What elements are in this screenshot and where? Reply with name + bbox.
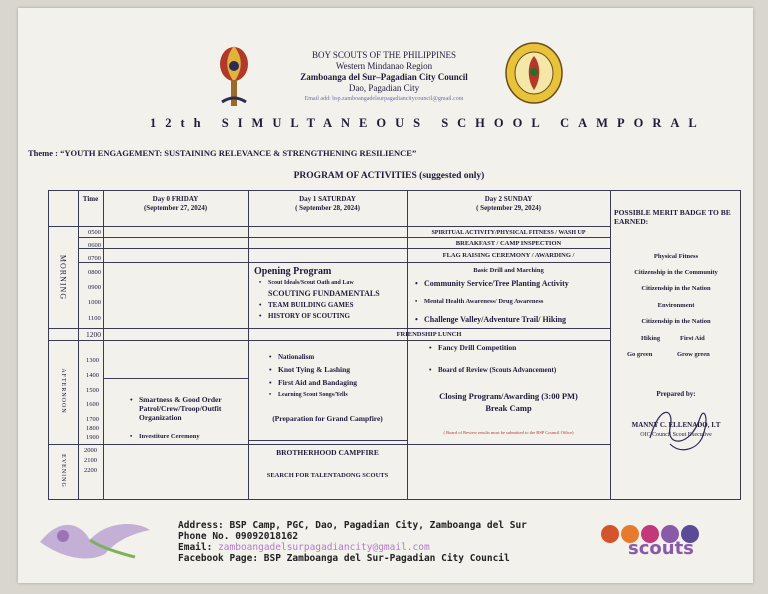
- day1-opening-item: • Scout Ideals/Scout Oath and Law: [268, 280, 408, 287]
- time-1200: 1200: [86, 330, 101, 339]
- day1-opening-item: • TEAM BUILDING GAMES: [268, 301, 408, 310]
- grid-line: [48, 444, 610, 445]
- day0-item: • Smartness & Good Order Patrol/Crew/Troop/Outfit Organization: [139, 395, 247, 422]
- footer-address: Address: BSP Camp, PGC, Dao, Pagadian City, Zamboanga del Sur: [178, 520, 527, 531]
- day1-pm-item: • Learning Scout Songs/Yells: [278, 391, 406, 400]
- event-title: 12th SIMULTANEOUS SCHOOL CAMPORAL: [150, 116, 706, 130]
- badge-item: Grow green: [677, 351, 710, 358]
- theme-line: Theme : “YOUTH ENGAGEMENT: SUSTAINING RELEVANCE & STRENGTHENING RESILIENCE”: [28, 148, 417, 158]
- time-1700: 1700: [86, 416, 99, 423]
- time-1800: 1800: [86, 425, 99, 432]
- dove-logo: [35, 512, 155, 567]
- region-name: Western Mindanao Region: [335, 61, 433, 71]
- time-0600: 0600: [88, 242, 101, 249]
- badge-item: Citizenship in the Community: [634, 269, 718, 276]
- badge-item: First Aid: [680, 335, 705, 342]
- col-header-day1: Day 1 SATURDAY: [299, 195, 356, 203]
- badge-item: Citizenship in the Nation: [641, 318, 711, 325]
- bsp-emblem-logo: [214, 42, 254, 110]
- prepared-by-label: Prepared by:: [656, 390, 696, 398]
- badge-item: Environment: [657, 302, 695, 309]
- day1-opening: Opening Program: [254, 266, 332, 277]
- day1-opening-item: SCOUTING FUNDAMENTALS: [268, 289, 380, 298]
- period-evening: EVENING: [60, 454, 66, 488]
- time-2200: 2200: [84, 467, 97, 474]
- grid-line: [48, 340, 610, 341]
- day2-breakfast: BREAKFAST / CAMP INSPECTION: [455, 240, 562, 247]
- time-1100: 1100: [88, 315, 101, 322]
- day2-spiritual: SPIRITUAL ACTIVITY/PHYSICAL FITNESS / WASH UP: [431, 230, 586, 236]
- day2-am-item: • Challenge Valley/Adventure Trail/ Hiking: [424, 315, 609, 324]
- footer-contacts: [178, 520, 527, 564]
- time-0700: 0700: [88, 255, 101, 262]
- badge-item: Go green: [627, 351, 653, 358]
- day2-note: ( Board of Review results must be submitted to the BSP Council Office): [443, 430, 574, 435]
- letterhead: [258, 50, 510, 105]
- day2-closing: Closing Program/Awarding (3:00 PM): [439, 391, 578, 401]
- scouts-wordmark: scouts: [628, 538, 694, 559]
- time-1900: 1900: [86, 434, 99, 441]
- council-seal-logo: [505, 42, 563, 104]
- day2-break-camp: Break Camp: [485, 403, 532, 413]
- day1-opening-item: • HISTORY OF SCOUTING: [268, 312, 408, 321]
- grid-line: [78, 262, 610, 263]
- day0-item: • Investiture Ceremony: [139, 432, 247, 441]
- period-afternoon: AFTERNOON: [60, 368, 66, 414]
- lunch-row: FRIENDSHIP LUNCH: [396, 331, 462, 338]
- day2-fancy-drill: • Fancy Drill Competition: [438, 343, 608, 352]
- day2-am-item: • Community Service/Tree Planting Activity: [424, 279, 609, 288]
- day2-drill: Basic Drill and Marching: [473, 267, 544, 274]
- badge-item: Physical Fitness: [653, 253, 699, 260]
- footer-phone: Phone No. 09092018162: [178, 531, 299, 542]
- col-header-day2-date: ( September 29, 2024): [476, 204, 541, 212]
- grid-line: [610, 190, 611, 500]
- signatory-name: MANNY C. ELLENADO, I.T: [631, 421, 721, 429]
- place-name: Dao, Pagadian City: [348, 83, 420, 93]
- badge-item: Citizenship in the Nation: [641, 285, 711, 292]
- period-morning: MORNING: [58, 254, 68, 301]
- day1-pm-item: • Nationalism: [278, 353, 406, 362]
- footer-facebook: Facebook Page: BSP Zamboanga del Sur-Pagadian City Council: [178, 553, 510, 564]
- day1-pm-item: • First Aid and Bandaging: [278, 378, 406, 387]
- grid-line: [248, 440, 407, 441]
- time-1500: 1500: [86, 387, 99, 394]
- time-0800: 0800: [88, 269, 101, 276]
- col-header-day0-date: (September 27, 2024): [143, 204, 208, 212]
- day2-flag: FLAG RAISING CEREMONY / AWARDING /: [442, 252, 575, 259]
- col-header-day0: Day 0 FRIDAY: [152, 195, 199, 203]
- day1-campfire-prep: (Preparation for Grand Campfire): [272, 414, 383, 423]
- footer-email-row: [178, 542, 527, 553]
- day1-pm-item: • Knot Tying & Lashing: [278, 365, 406, 374]
- grid-line: [48, 226, 610, 227]
- header-email: Email add: bsp.zamboangadelsurpagadiancitycouncil@gmail.com: [304, 96, 464, 102]
- grid-line: [48, 328, 610, 329]
- col-header-day2: Day 2 SUNDAY: [484, 195, 533, 203]
- council-name: Zamboanga del Sur–Pagadian City Council: [300, 72, 468, 82]
- badge-item: Hiking: [641, 335, 661, 342]
- footer-email-label: Email:: [178, 542, 213, 553]
- time-0900: 0900: [88, 284, 101, 291]
- time-1400: 1400: [86, 372, 99, 379]
- org-name: BOY SCOUTS OF THE PHILIPPINES: [311, 50, 457, 60]
- program-title: PROGRAM OF ACTIVITIES (suggested only): [293, 171, 485, 181]
- day1-talent-search: SEARCH FOR TALENTADONG SCOUTS: [266, 472, 389, 479]
- badges-header: POSSIBLE MERIT BADGE TO BE EARNED:: [614, 208, 731, 226]
- time-0500: 0500: [88, 229, 101, 236]
- col-header-day1-date: ( September 28, 2024): [295, 204, 360, 212]
- time-1600: 1600: [86, 401, 99, 408]
- day2-board-review: • Board of Review (Scouts Advancement): [438, 366, 608, 375]
- footer-email[interactable]: zamboangadelsurpagadiancity@gmail.com: [218, 542, 430, 553]
- grid-line: [103, 378, 248, 379]
- day2-am-item: • Mental Health Awareness/ Drug Awareness: [424, 297, 609, 306]
- grid-line: [78, 248, 610, 249]
- time-2000: 2000: [84, 447, 97, 454]
- day1-campfire: BROTHERHOOD CAMPFIRE: [276, 448, 379, 457]
- col-header-time: Time: [82, 195, 99, 203]
- time-1000: 1000: [88, 299, 101, 306]
- time-2100: 2100: [84, 457, 97, 464]
- signatory-title: OIC Council Scout Executive: [640, 432, 712, 438]
- time-1300: 1300: [86, 357, 99, 364]
